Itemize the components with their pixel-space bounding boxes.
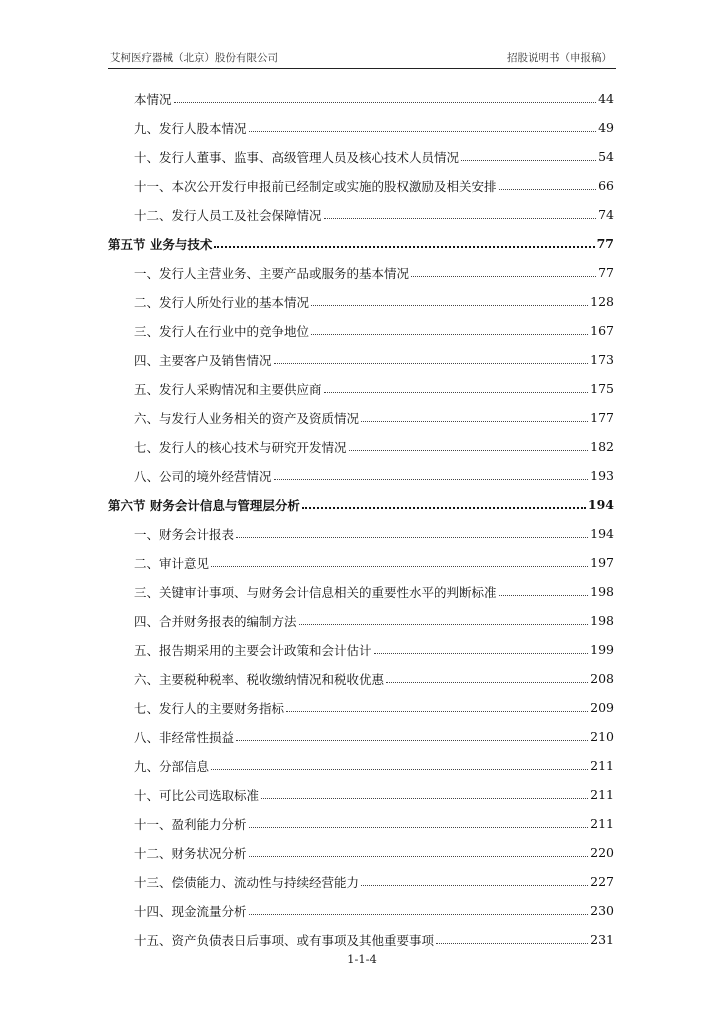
dot-leader	[302, 506, 586, 509]
table-of-contents	[108, 84, 614, 954]
toc-entry[interactable]	[108, 519, 614, 548]
dot-leader	[461, 159, 596, 161]
toc-entry-page: 49	[598, 120, 614, 135]
toc-entry-page: 227	[590, 874, 614, 889]
toc-entry-title: 五、报告期采用的主要会计政策和会计估计	[134, 642, 372, 658]
toc-entry[interactable]	[108, 258, 614, 287]
toc-section-entry[interactable]	[108, 229, 614, 258]
toc-entry-page: 54	[598, 149, 614, 164]
toc-entry-title: 十一、盈利能力分析	[134, 816, 247, 832]
toc-entry[interactable]	[108, 664, 614, 693]
toc-entry-title: 一、发行人主营业务、主要产品或服务的基本情况	[134, 265, 410, 281]
document-type: 招股说明书（申报稿）	[507, 52, 612, 64]
toc-section-entry[interactable]	[108, 490, 614, 519]
dot-leader	[249, 826, 589, 828]
toc-entry[interactable]	[108, 403, 614, 432]
toc-entry-page: 199	[590, 642, 614, 657]
dot-leader	[374, 652, 589, 654]
toc-entry-page: 220	[590, 845, 614, 860]
toc-entry[interactable]	[108, 374, 614, 403]
dot-leader	[299, 623, 589, 625]
toc-entry[interactable]	[108, 722, 614, 751]
dot-leader	[236, 739, 588, 741]
toc-entry-page: 211	[590, 787, 614, 802]
dot-leader	[349, 449, 589, 451]
toc-entry-page: 194	[587, 497, 614, 512]
toc-entry-page: 66	[598, 178, 614, 193]
toc-entry-title: 七、发行人的主要财务指标	[134, 700, 285, 716]
dot-leader	[361, 884, 588, 886]
dot-leader	[274, 478, 589, 480]
toc-entry[interactable]	[108, 548, 614, 577]
toc-entry[interactable]	[108, 461, 614, 490]
toc-entry-page: 44	[598, 91, 614, 106]
dot-leader	[249, 913, 589, 915]
dot-leader	[324, 391, 589, 393]
toc-entry-title: 十二、发行人员工及社会保障情况	[134, 207, 322, 223]
toc-entry[interactable]	[108, 780, 614, 809]
dot-leader	[499, 188, 597, 190]
toc-entry-page: 194	[590, 526, 614, 541]
toc-entry-title: 十一、本次公开发行申报前已经制定或实施的股权激励及相关安排	[134, 178, 497, 194]
toc-entry-title: 六、与发行人业务相关的资产及资质情况	[134, 410, 360, 426]
toc-entry[interactable]	[108, 171, 614, 200]
dot-leader	[236, 536, 588, 538]
toc-entry[interactable]	[108, 809, 614, 838]
toc-entry-page: 197	[590, 555, 614, 570]
toc-entry-page: 198	[590, 613, 614, 628]
dot-leader	[261, 797, 588, 799]
toc-entry[interactable]	[108, 432, 614, 461]
toc-entry[interactable]	[108, 287, 614, 316]
toc-entry-page: 77	[598, 265, 614, 280]
toc-entry[interactable]	[108, 925, 614, 954]
toc-entry-title: 四、主要客户及销售情况	[134, 352, 272, 368]
dot-leader	[174, 101, 597, 103]
toc-entry-title: 三、发行人在行业中的竞争地位	[134, 323, 310, 339]
dot-leader	[324, 217, 597, 219]
toc-entry-title: 十三、偿债能力、流动性与持续经营能力	[134, 874, 360, 890]
toc-entry[interactable]	[108, 84, 614, 113]
toc-entry-title: 二、发行人所处行业的基本情况	[134, 294, 310, 310]
toc-entry[interactable]	[108, 838, 614, 867]
dot-leader	[311, 333, 588, 335]
toc-entry-title: 第五节 业务与技术	[108, 236, 213, 252]
dot-leader	[286, 710, 588, 712]
toc-entry-title: 七、发行人的核心技术与研究开发情况	[134, 439, 347, 455]
dot-leader	[311, 304, 588, 306]
toc-entry[interactable]	[108, 635, 614, 664]
toc-entry-page: 231	[590, 932, 614, 947]
toc-entry[interactable]	[108, 693, 614, 722]
toc-entry-page: 211	[590, 816, 614, 831]
toc-entry[interactable]	[108, 577, 614, 606]
toc-entry[interactable]	[108, 113, 614, 142]
toc-entry[interactable]	[108, 751, 614, 780]
toc-entry-title: 十、可比公司选取标准	[134, 787, 260, 803]
toc-entry-title: 三、关键审计事项、与财务会计信息相关的重要性水平的判断标准	[134, 584, 497, 600]
toc-entry-page: 210	[590, 729, 614, 744]
company-name: 艾柯医疗器械（北京）股份有限公司	[110, 52, 278, 64]
dot-leader	[411, 275, 596, 277]
dot-leader	[274, 362, 589, 364]
page-header	[108, 50, 616, 69]
dot-leader	[249, 130, 597, 132]
toc-entry[interactable]	[108, 345, 614, 374]
toc-entry-title: 一、财务会计报表	[134, 526, 235, 542]
toc-entry-title: 十、发行人董事、监事、高级管理人员及核心技术人员情况	[134, 149, 460, 165]
toc-entry-page: 77	[596, 236, 614, 251]
toc-entry-title: 五、发行人采购情况和主要供应商	[134, 381, 322, 397]
toc-entry-page: 173	[590, 352, 614, 367]
dot-leader	[386, 681, 588, 683]
dot-leader	[249, 855, 589, 857]
toc-entry-title: 第六节 财务会计信息与管理层分析	[108, 497, 300, 513]
toc-entry-page: 74	[598, 207, 614, 222]
toc-entry-title: 二、审计意见	[134, 555, 210, 571]
toc-entry-page: 208	[590, 671, 614, 686]
toc-entry-page: 193	[590, 468, 614, 483]
dot-leader	[499, 594, 589, 596]
dot-leader	[214, 245, 594, 248]
page-number: 1-1-4	[347, 952, 377, 966]
toc-entry[interactable]	[108, 142, 614, 171]
toc-entry-page: 230	[590, 903, 614, 918]
dot-leader	[211, 565, 588, 567]
dot-leader	[211, 768, 588, 770]
toc-entry-title: 本情况	[134, 91, 172, 107]
toc-entry[interactable]	[108, 200, 614, 229]
toc-entry-page: 177	[590, 410, 614, 425]
toc-entry-title: 八、非经常性损益	[134, 729, 235, 745]
dot-leader	[361, 420, 588, 422]
toc-entry-title: 六、主要税种税率、税收缴纳情况和税收优惠	[134, 671, 385, 687]
toc-entry-title: 八、公司的境外经营情况	[134, 468, 272, 484]
dot-leader	[436, 942, 588, 944]
toc-entry-title: 十四、现金流量分析	[134, 903, 247, 919]
toc-entry-title: 四、合并财务报表的编制方法	[134, 613, 297, 629]
toc-entry-page: 128	[590, 294, 614, 309]
toc-entry-title: 九、分部信息	[134, 758, 210, 774]
toc-entry-page: 182	[590, 439, 614, 454]
toc-entry-page: 211	[590, 758, 614, 773]
toc-entry-page: 209	[590, 700, 614, 715]
toc-entry[interactable]	[108, 316, 614, 345]
toc-entry[interactable]	[108, 606, 614, 635]
toc-entry-title: 九、发行人股本情况	[134, 120, 247, 136]
toc-entry-page: 198	[590, 584, 614, 599]
toc-entry[interactable]	[108, 867, 614, 896]
toc-entry-page: 167	[590, 323, 614, 338]
toc-entry-title: 十二、财务状况分析	[134, 845, 247, 861]
toc-entry[interactable]	[108, 896, 614, 925]
toc-entry-page: 175	[590, 381, 614, 396]
toc-entry-title: 十五、资产负债表日后事项、或有事项及其他重要事项	[134, 932, 435, 948]
